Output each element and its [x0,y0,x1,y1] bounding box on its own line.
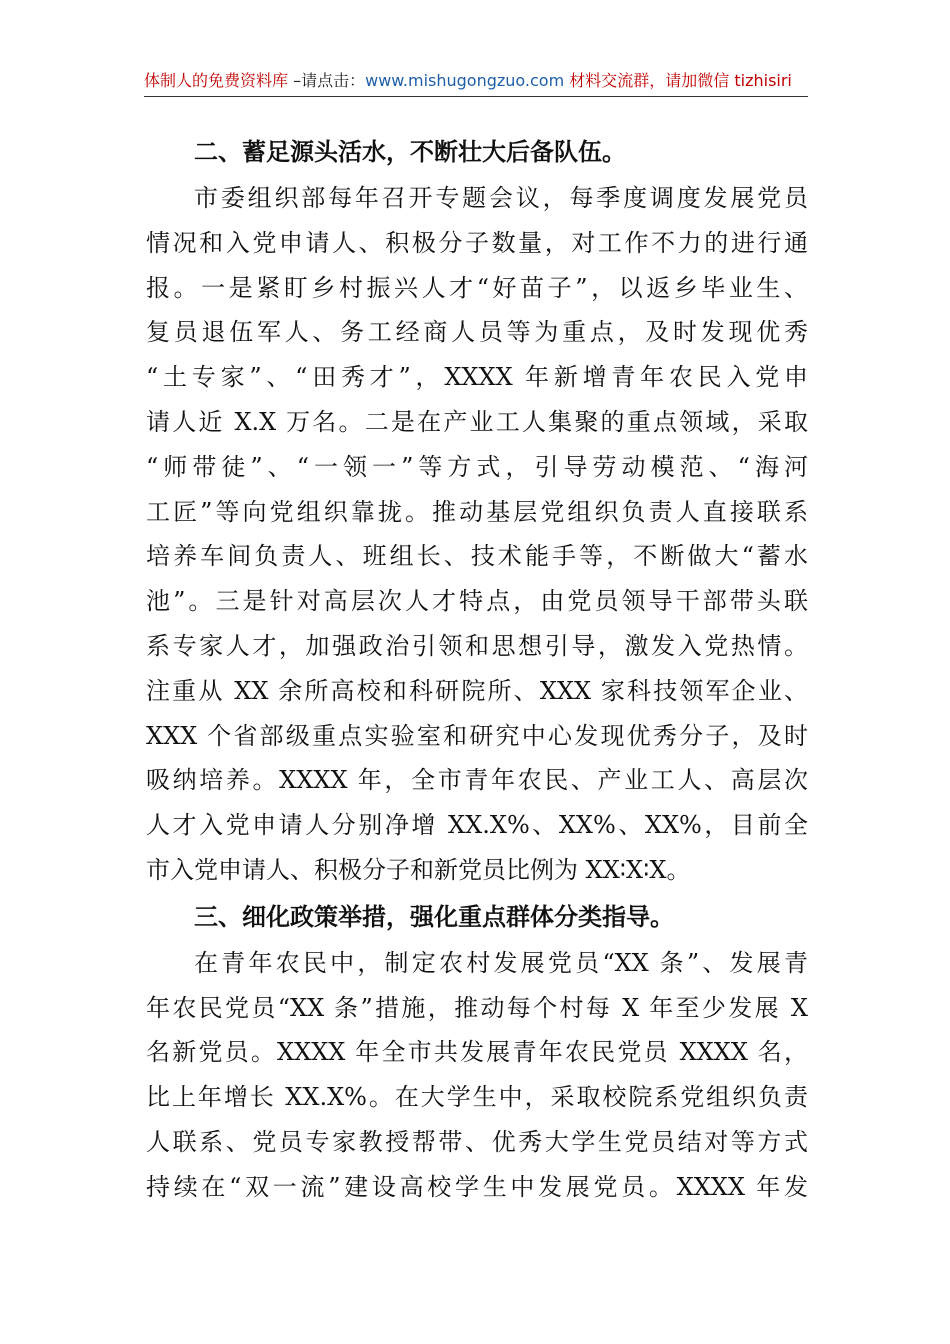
text-line: “土专家”、“田秀才”，XXXX 年新增青年农民入党申 [146,363,808,392]
text-line: 名新党员。XXXX 年全市共发展青年农民党员 XXXX 名， [146,1038,808,1067]
text-line: 市入党申请人、积极分子和新党员比例为 XX∶X∶X。 [146,855,691,884]
text-line: 持续在“双一流”建设高校学生中发展党员。XXXX 年发 [146,1172,808,1201]
text-line: 工匠”等向党组织靠拢。推动基层党组织负责人直接联系 [146,497,808,526]
text-line: 培养车间负责人、班组长、技术能手等，不断做大“蓄水 [146,542,808,571]
text-line: 复员退伍军人、务工经商人员等为重点，及时发现优秀 [146,318,808,347]
section-heading-2: 二、蓄足源头活水，不断壮大后备队伍。 [194,138,626,166]
text-line: 市委组织部每年召开专题会议，每季度调度发展党员 [194,184,808,212]
text-line: 请人近 X.X 万名。二是在产业工人集聚的重点领域，采取 [146,407,808,436]
section-paragraph-2 [146,176,808,893]
text-line: 情况和入党申请人、积极分子数量，对工作不力的进行通 [146,228,808,257]
text-line: 吸纳培养。XXXX 年，全市青年农民、产业工人、高层次 [146,766,808,795]
text-line: 人联系、党员专家教授帮带、优秀大学生党员结对等方式 [146,1127,808,1156]
text-line: 在青年农民中，制定农村发展党员“XX 条”、发展青 [194,948,808,977]
text-line: 池”。三是针对高层次人才特点，由党员领导干部带头联 [146,587,808,616]
header-brand: 体制人的免费资料库 [144,71,289,90]
page-header [144,66,808,97]
text-line: “师带徒”、“一领一”等方式，引导劳动模范、“海河 [146,452,808,481]
text-line: 年农民党员“XX 条”措施，推动每个村每 X 年至少发展 X [146,993,808,1022]
text-line: 注重从 XX 余所高校和科研院所、XXX 家科技领军企业、 [146,676,808,705]
section-heading-3: 三、细化政策举措，强化重点群体分类指导。 [194,902,674,931]
header-url-link[interactable]: www.mishugongzuo.com [365,71,565,90]
section-paragraph-3 [146,941,808,1210]
text-line: 人才入党申请人分别净增 XX.X%、XX%、XX%，目前全 [146,811,808,840]
text-line: 系专家人才，加强政治引领和思想引导，激发入党热情。 [146,631,808,660]
document-body [146,128,808,1210]
header-wechat-note: 材料交流群，请加微信 tizhisiri [564,71,792,90]
header-prompt: –请点击： [288,71,366,90]
text-line: XXX 个省部级重点实验室和研究中心发现优秀分子，及时 [146,721,808,750]
text-line: 比上年增长 XX.X%。在大学生中，采取校院系党组织负责 [146,1083,808,1112]
text-line: 报。一是紧盯乡村振兴人才“好苗子”，以返乡毕业生、 [146,273,808,302]
